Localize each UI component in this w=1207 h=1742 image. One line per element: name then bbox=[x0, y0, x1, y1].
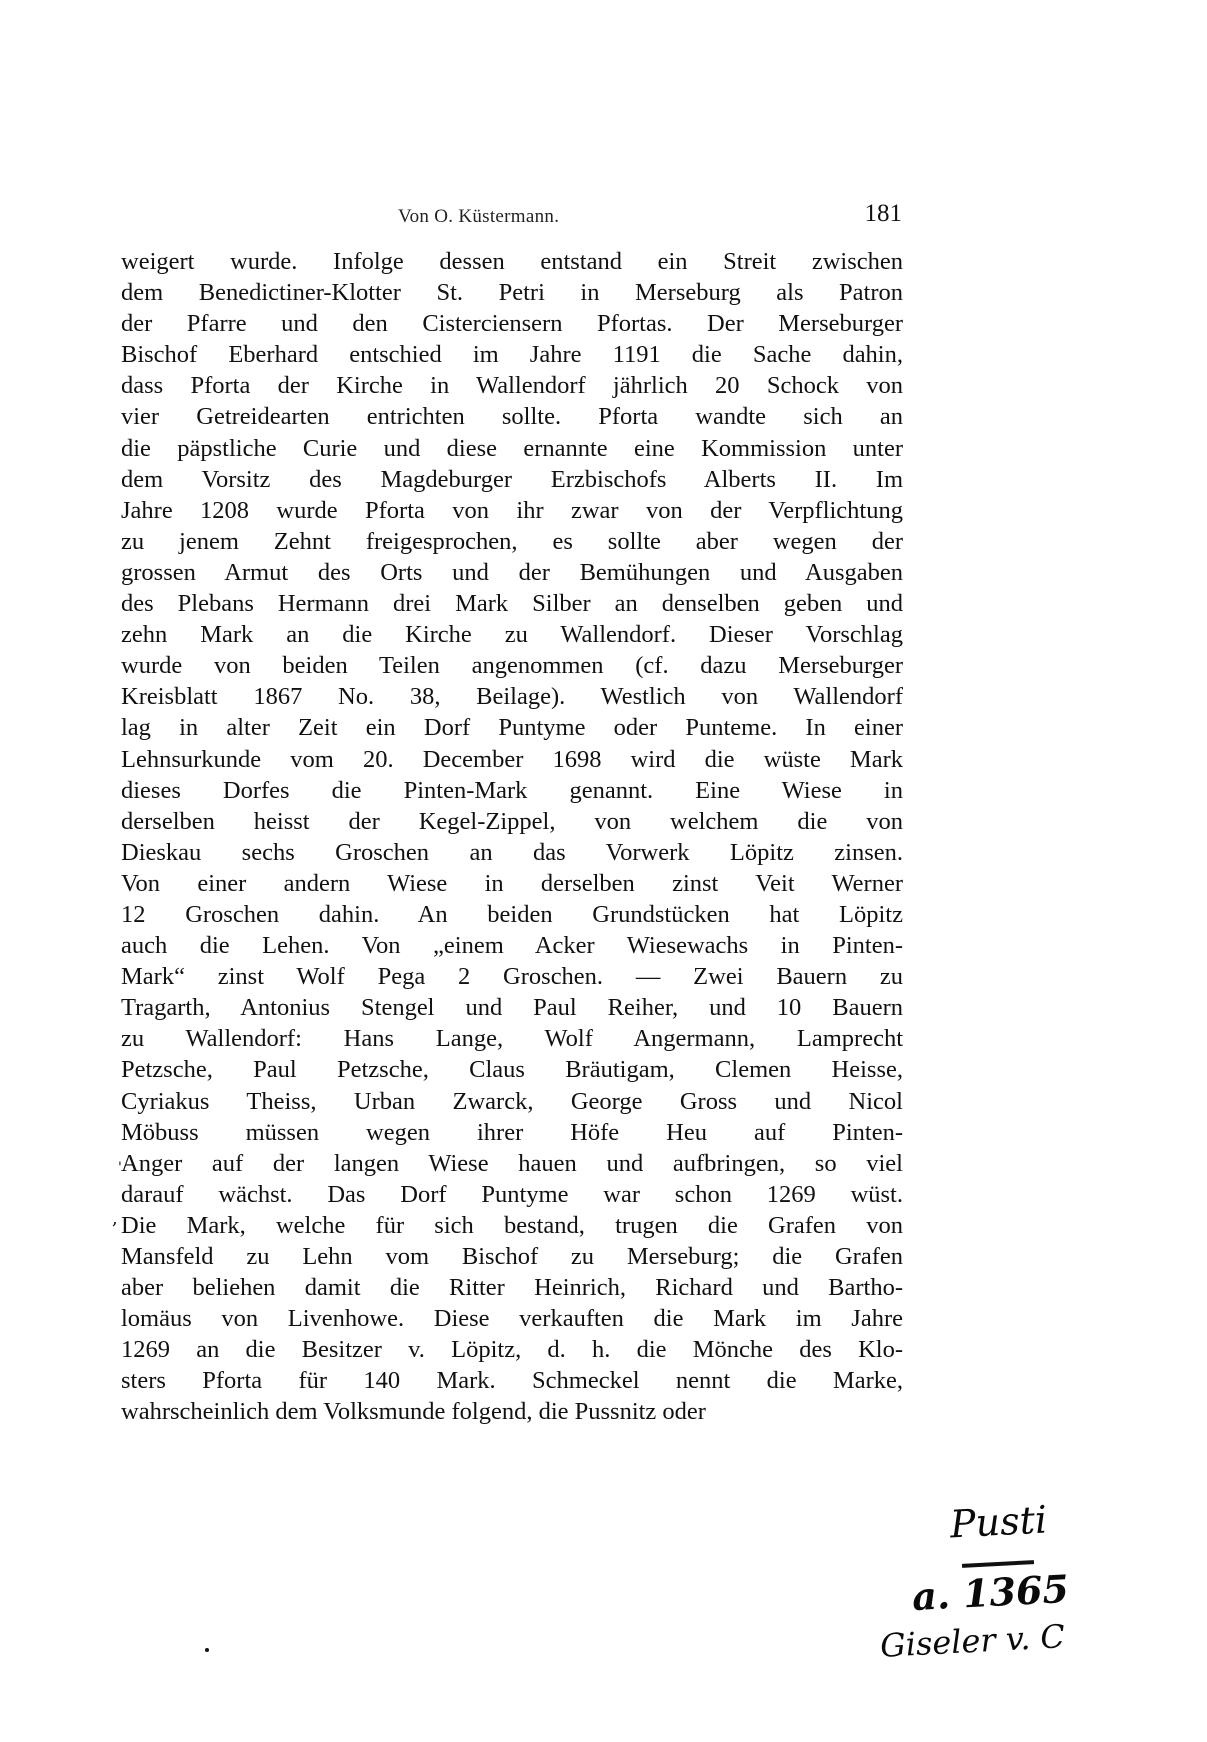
text-line: lag in alter Zeit ein Dorf Puntyme oder Punteme. In einer bbox=[121, 714, 903, 742]
handwritten-annotation: Pusti bbox=[948, 1497, 1049, 1547]
text-line: Jahre 1208 wurde Pforta von ihr zwar von der Verpflichtung bbox=[121, 496, 903, 524]
text-line: weigert wurde. Infolge dessen entstand ein Streit zwischen bbox=[121, 248, 903, 275]
text-line: Petzsche, Paul Petzsche, Claus Bräutigam, Clemen Heisse, bbox=[121, 1056, 903, 1084]
text-line: Mansfeld zu Lehn vom Bischof zu Merseburg; die Grafen bbox=[121, 1243, 903, 1270]
text-line: Lehnsurkunde vom 20. December 1698 wird die wüste Mark bbox=[121, 745, 903, 773]
text-line: dem Benedictiner-Klotter St. Petri in Merseburg als Patron bbox=[121, 279, 903, 307]
margin-mark: , bbox=[112, 1208, 118, 1229]
text-line: dass Pforta der Kirche in Wallendorf jährlich 20 Schock von bbox=[121, 372, 903, 400]
text-line: wurde von beiden Teilen angenommen (cf. dazu Merseburger bbox=[121, 652, 903, 680]
text-line: derselben heisst der Kegel-Zippel, von welchem die von bbox=[121, 807, 903, 835]
text-line: zehn Mark an die Kirche zu Wallendorf. Dieser Vorschlag bbox=[121, 621, 903, 649]
text-line: Tragarth, Antonius Stengel und Paul Reiher, und 10 Bauern bbox=[121, 994, 903, 1022]
text-line: Bischof Eberhard entschied im Jahre 1191 die Sache dahin, bbox=[121, 341, 903, 369]
handwritten-annotation: a. 1365 bbox=[910, 1565, 1070, 1620]
text-line: Möbuss müssen wegen ihrer Höfe Heu auf Pinten- bbox=[121, 1118, 903, 1146]
running-title: Von O. Küstermann. bbox=[398, 206, 560, 227]
running-head bbox=[120, 200, 902, 234]
text-line: dieses Dorfes die Pinten-Mark genannt. Eine Wiese in bbox=[121, 776, 903, 804]
text-line: dem Vorsitz des Magdeburger Erzbischofs Alberts II. Im bbox=[121, 465, 903, 493]
text-line: Die Mark, welche für sich bestand, trugen die Grafen von bbox=[121, 1211, 903, 1239]
text-line: sters Pforta für 140 Mark. Schmeckel nennt die Marke, bbox=[121, 1367, 903, 1395]
text-line: auch die Lehen. Von „einem Acker Wiesewachs in Pinten- bbox=[121, 932, 903, 960]
page-number: 181 bbox=[864, 200, 902, 227]
text-line: grossen Armut des Orts und der Bemühungen und Ausgaben bbox=[121, 558, 903, 586]
text-line: vier Getreidearten entrichten sollte. Pforta wandte sich an bbox=[121, 403, 903, 431]
margin-mark: ' bbox=[118, 1160, 122, 1176]
text-line: die päpstliche Curie und diese ernannte eine Kommission unter bbox=[121, 434, 903, 462]
text-line: 1269 an die Besitzer v. Löpitz, d. h. die Mönche des Klo- bbox=[121, 1336, 903, 1364]
text-line: Anger auf der langen Wiese hauen und aufbringen, so viel bbox=[121, 1149, 903, 1177]
text-line: 12 Groschen dahin. An beiden Grundstücken hat Löpitz bbox=[121, 900, 903, 928]
text-line: Kreisblatt 1867 No. 38, Beilage). Westlich von Wallendorf bbox=[121, 683, 903, 711]
handwritten-annotation: Giseler v. C bbox=[879, 1617, 1066, 1665]
text-line: des Plebans Hermann drei Mark Silber an denselben geben und bbox=[121, 590, 903, 618]
text-line: Mark“ zinst Wolf Pega 2 Groschen. — Zwei Bauern zu bbox=[121, 963, 903, 991]
handwritten-underline bbox=[962, 1560, 1034, 1568]
text-line: zu Wallendorf: Hans Lange, Wolf Angermann, Lamprecht bbox=[121, 1025, 903, 1053]
text-line: zu jenem Zehnt freigesprochen, es sollte aber wegen der bbox=[121, 527, 903, 555]
text-line: aber beliehen damit die Ritter Heinrich, Richard und Bartho- bbox=[121, 1274, 903, 1302]
text-line: Cyriakus Theiss, Urban Zwarck, George Gross und Nicol bbox=[121, 1087, 903, 1115]
text-line: Dieskau sechs Groschen an das Vorwerk Löpitz zinsen. bbox=[121, 838, 903, 866]
text-line: wahrscheinlich dem Volksmunde folgend, die Pussnitz oder bbox=[121, 1398, 706, 1426]
body-text bbox=[121, 246, 903, 1428]
text-line: Von einer andern Wiese in derselben zinst Veit Werner bbox=[121, 869, 903, 897]
text-line: lomäus von Livenhowe. Diese verkauften die Mark im Jahre bbox=[121, 1305, 903, 1333]
text-line: darauf wächst. Das Dorf Puntyme war schon 1269 wüst. bbox=[121, 1180, 903, 1208]
stray-ink-dot bbox=[205, 1648, 209, 1652]
text-line: der Pfarre und den Cisterciensern Pfortas. Der Merseburger bbox=[121, 310, 903, 338]
